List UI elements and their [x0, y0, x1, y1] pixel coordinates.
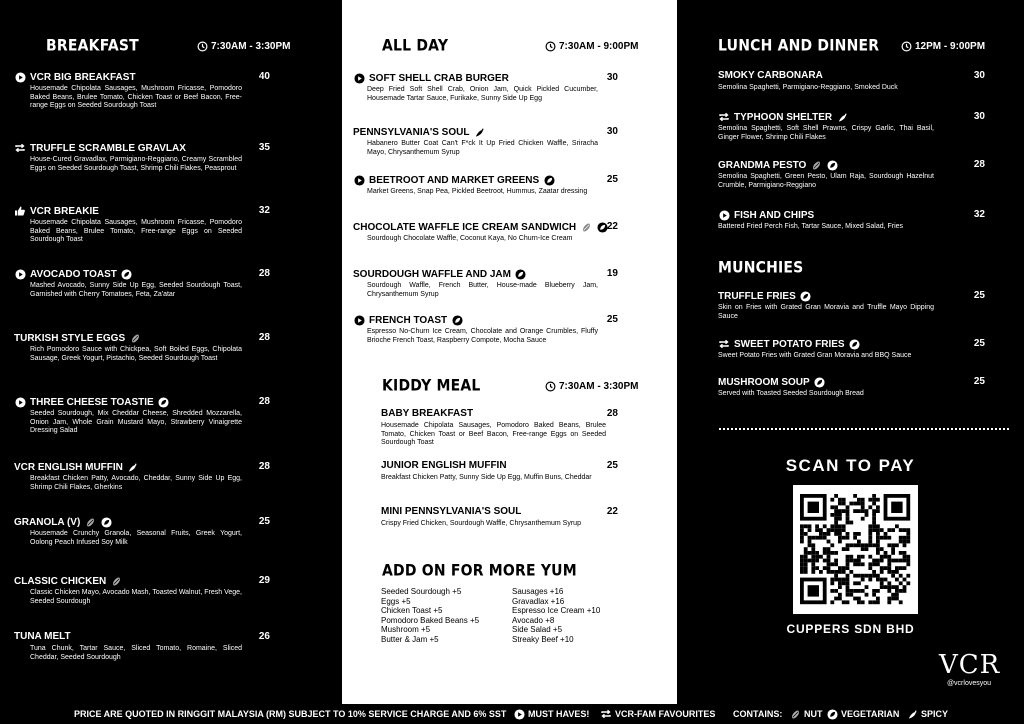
menu-item-name-row [353, 126, 485, 138]
menu-item-price: 28 [606, 408, 618, 419]
nut-icon [84, 516, 96, 528]
legend-vegetarian [826, 708, 899, 720]
divider [719, 428, 1009, 430]
menu-item-name: TUNA MELT [14, 631, 71, 642]
legend-favourites [600, 708, 715, 720]
vegetarian-icon [826, 159, 838, 171]
clock-icon [544, 380, 556, 392]
menu-item-name-row [718, 159, 838, 171]
menu-item-name: SMOKY CARBONARA [718, 70, 823, 81]
spicy-icon [836, 111, 848, 123]
legend-contains: CONTAINS: [733, 709, 783, 719]
vegetarian-icon [121, 268, 133, 280]
kiddy-meal-title: KIDDY MEAL [382, 376, 481, 396]
menu-item-description: Tuna Chunk, Tartar Sauce, Sliced Tomato, Romaine, Sliced Cheddar, Seeded Sourdough [30, 645, 242, 661]
menu-item-description: Sourdough Waffle, French Butter, House-made Blueberry Jam, Chrysanthemum Syrup [367, 282, 598, 298]
vegetarian-icon [826, 708, 838, 720]
menu-item-name: AVOCADO TOAST [30, 268, 117, 280]
nut-icon [810, 159, 822, 171]
vegetarian-icon [100, 516, 112, 528]
menu-item-name: TRUFFLE FRIES [718, 290, 796, 302]
favourite-icon [14, 142, 26, 154]
vegetarian-icon [849, 338, 861, 350]
menu-item-price: 25 [258, 516, 270, 527]
must-have-icon [14, 396, 26, 408]
clock-icon [900, 40, 912, 52]
menu-item-name: SWEET POTATO FRIES [734, 338, 845, 350]
menu-item-name-row [14, 71, 136, 83]
all-day-column [342, 0, 677, 704]
menu-item-description: Housemade Chipolata Sausages, Pomodoro Baked Beans, Brulee Tomato, Chicken Toast or Beef Bacon, Free-range Eggs on Seeded Sourdough Toast [381, 422, 606, 447]
addon-list-left [381, 587, 479, 645]
lunch-dinner-column [677, 0, 1024, 704]
company-name: CUPPERS SDN BHD [786, 622, 915, 636]
favourite-icon [718, 338, 730, 350]
menu-item-price: 32 [258, 205, 270, 216]
menu-item-name-row [381, 460, 507, 471]
menu-item-price: 30 [973, 111, 985, 122]
qr-code[interactable] [793, 485, 918, 614]
menu-item-price: 22 [606, 221, 618, 232]
legend-must-haves [513, 708, 589, 720]
menu-item-name: JUNIOR ENGLISH MUFFIN [381, 460, 507, 471]
kiddy-meal-hours [544, 380, 638, 392]
menu-item-description: Seeded Sourdough, Mix Cheddar Cheese, Shredded Mozzarella, Onion Jam, Whole Grain Mustard Mayo, Strawberry Vinaigrette Dressing Salad [30, 410, 242, 435]
must-have-icon [353, 72, 365, 84]
addon-item: Pomodoro Baked Beans +5 [381, 615, 480, 625]
menu-item-name: MINI PENNSYLVANIA'S SOUL [381, 506, 522, 517]
menu-item-description: Housemade Chipolata Sausages, Mushroom Fricasse, Pomodoro Baked Beans, Brulee Tomato, Chicken Toast or Beef Bacon, Free-range Eggs on Seeded Sourdough Toast [30, 85, 242, 110]
menu-item-price: 28 [258, 268, 270, 279]
legend-veg-text: VEGETARIAN [841, 709, 900, 719]
must-have-icon [353, 174, 365, 186]
menu-item-name: MUSHROOM SOUP [718, 376, 810, 388]
menu-item-price: 25 [973, 338, 985, 349]
must-have-icon [353, 314, 365, 326]
vegetarian-icon [451, 314, 463, 326]
addon-item: Side Salad +5 [512, 625, 563, 635]
menu-item-description: Served with Toasted Seeded Sourdough Bread [718, 390, 864, 397]
menu-item-description: Housemade Crunchy Granola, Seasonal Fruits, Greek Yogurt, Oolong Peach Infused Soy Milk [30, 530, 242, 546]
addon-item: Streaky Beef +10 [512, 634, 574, 644]
favourite-icon [718, 111, 730, 123]
addon-item: Espresso Ice Cream +10 [512, 606, 601, 616]
menu-item-description: Crispy Fried Chicken, Sourdough Waffle, Chrysanthemum Syrup [381, 520, 581, 527]
menu-item-price: 32 [973, 209, 985, 220]
menu-item-name-row [14, 142, 186, 154]
menu-item-name: FRENCH TOAST [369, 314, 448, 326]
addon-item: Avocado +8 [512, 615, 555, 625]
footer [0, 704, 1024, 724]
nut-icon [580, 221, 592, 233]
menu-item-price: 19 [606, 268, 618, 279]
menu-item-description: Habanero Butter Coat Can't F*ck It Up Fried Chicken Waffle, Sriracha Mayo, Chrysanthemum Syrup [367, 140, 598, 156]
legend-spicy [906, 708, 948, 720]
footer-price-note: PRICE ARE QUOTED IN RINGGIT MALAYSIA (RM) SUBJECT TO 10% SERVICE CHARGE AND 6% SST [74, 709, 507, 719]
must-have-icon [718, 209, 730, 221]
legend-must-text: MUST HAVES! [528, 709, 590, 719]
menu-item-description: Semolina Spaghetti, Parmigiano-Reggiano, Smoked Duck [718, 84, 898, 91]
menu-item-price: 28 [973, 159, 985, 170]
menu-item-name-row [353, 174, 555, 186]
menu-item-description: Semolina Spaghetti, Green Pesto, Ulam Raja, Sourdough Hazelnut Crumble, Parmigiano-Reggiano [718, 173, 934, 189]
menu-item-price: 29 [258, 575, 270, 586]
menu-item-description: Classic Chicken Mayo, Avocado Mash, Toasted Walnut, Fresh Vege, Seeded Sourdough [30, 589, 242, 605]
menu-item-description: Sweet Potato Fries with Grated Gran Moravia and BBQ Sauce [718, 352, 912, 359]
vegetarian-icon [800, 290, 812, 302]
vegetarian-icon [515, 268, 527, 280]
lunch-dinner-hours-text: 12PM - 9:00PM [915, 40, 986, 52]
must-have-icon [513, 708, 525, 720]
addon-list-right [512, 587, 600, 645]
menu-item-price: 28 [258, 332, 270, 343]
thumbs-up-icon [14, 205, 26, 217]
menu-item-price: 25 [606, 174, 618, 185]
all-day-title: ALL DAY [382, 36, 449, 56]
menu-item-name: SOURDOUGH WAFFLE AND JAM [353, 268, 511, 280]
menu-item-description: Breakfast Chicken Patty, Sunny Side Up Egg, Muffin Buns, Cheddar [381, 474, 592, 481]
vcr-logo [939, 650, 999, 687]
addon-item: Eggs +5 [381, 596, 411, 606]
menu-item-price: 35 [258, 142, 270, 153]
menu-item-price: 25 [606, 314, 618, 325]
menu-item-description: House-Cured Gravadlax, Parmigiano-Reggiano, Creamy Scrambled Eggs on Seeded Sourdough Toast, Shrimp Chili Flakes, Peasprout [30, 156, 242, 172]
addon-item: Seeded Sourdough +5 [381, 587, 462, 596]
menu-item-name-row [353, 268, 527, 280]
menu-item-description: Market Greens, Snap Pea, Pickled Beetroot, Hummus, Zaatar dressing [367, 188, 588, 195]
munchies-title: MUNCHIES [718, 258, 804, 278]
menu-item-price: 30 [973, 70, 985, 81]
menu-item-name-row [353, 221, 608, 233]
clock-icon [196, 40, 208, 52]
spicy-icon [473, 126, 485, 138]
logo-text: VCR [939, 650, 1001, 680]
menu-item-price: 30 [606, 72, 618, 83]
menu-item-name-row [381, 506, 521, 517]
menu-item-price: 26 [258, 631, 270, 642]
all-day-hours-text: 7:30AM - 9:00PM [559, 40, 639, 52]
menu-item-name-row [14, 516, 112, 528]
social-handle: @vcrlovesyou [946, 680, 992, 687]
menu-item-name-row [14, 396, 170, 408]
menu-item-name: VCR ENGLISH MUFFIN [14, 461, 123, 473]
menu-item-name-row [14, 205, 99, 217]
legend-fav-text: VCR-FAM FAVOURITES [615, 709, 716, 719]
nut-icon [129, 332, 141, 344]
scan-to-pay-label: SCAN TO PAY [785, 456, 916, 475]
menu-item-price: 28 [258, 461, 270, 472]
menu-item-name-row [14, 268, 133, 280]
menu-item-name: VCR BREAKIE [30, 205, 99, 217]
legend-spicy-text: SPICY [921, 709, 949, 719]
menu-item-price: 25 [606, 460, 618, 471]
clock-icon [544, 40, 556, 52]
menu-item-name-row [14, 461, 139, 473]
menu-item-description: Espresso No-Churn Ice Cream, Chocolate and Orange Crumbles, Fluffy Brioche French Toast, Raspberry Compote, Mocha Sauce [367, 328, 598, 344]
addon-item: Sausages +16 [512, 587, 564, 596]
menu-item-name: TURKISH STYLE EGGS [14, 332, 126, 344]
breakfast-hours [196, 40, 290, 52]
lunch-dinner-title: LUNCH AND DINNER [718, 36, 880, 56]
vegetarian-icon [814, 376, 826, 388]
menu-item-name-row [381, 408, 473, 419]
menu-item-description: Rich Pomodoro Sauce with Chickpea, Soft Boiled Eggs, Chipolata Sausage, Greek Yogurt, Pistachio, Seeded Sourdough Toast [30, 346, 242, 362]
menu-item-name-row [718, 70, 823, 81]
must-have-icon [14, 268, 26, 280]
spicy-icon [127, 461, 139, 473]
spicy-icon [906, 708, 918, 720]
menu-item-name: FISH AND CHIPS [734, 209, 815, 221]
lunch-dinner-hours [900, 40, 985, 52]
must-have-icon [14, 71, 26, 83]
addon-item: Mushroom +5 [381, 625, 431, 635]
menu-item-name-row [718, 290, 812, 302]
addon-item: Butter & Jam +5 [381, 634, 439, 644]
kiddy-meal-hours-text: 7:30AM - 3:30PM [559, 380, 639, 392]
favourite-icon [600, 708, 612, 720]
vegetarian-icon [158, 396, 170, 408]
nut-icon [789, 708, 801, 720]
breakfast-hours-text: 7:30AM - 3:30PM [211, 40, 291, 52]
menu-item-description: Sourdough Chocolate Waffle, Coconut Kaya, No Churn-Ice Cream [367, 235, 573, 242]
menu-item-name-row [14, 332, 141, 344]
menu-item-name-row [718, 376, 826, 388]
menu-item-name: THREE CHEESE TOASTIE [30, 396, 154, 408]
menu-item-name: BABY BREAKFAST [381, 408, 474, 419]
menu-item-name-row [353, 314, 463, 326]
legend-nut [789, 708, 823, 720]
all-day-hours [544, 40, 638, 52]
breakfast-column [0, 0, 342, 704]
menu-item-description: Skin on Fries with Grated Gran Moravia and Truffle Mayo Dipping Sauce [718, 304, 934, 320]
menu-item-description: Mashed Avocado, Sunny Side Up Egg, Seeded Sourdough Toast, Garnished with Cherry Tomatoes, Feta, Za'atar [30, 282, 242, 298]
menu-item-description: Semolina Spaghetti, Soft Shell Prawns, Crispy Garlic, Thai Basil, Ginger Flower, Shrimp Chili Flakes [718, 125, 934, 141]
menu-item-price: 25 [973, 290, 985, 301]
menu-item-description: Deep Fried Soft Shell Crab, Onion Jam, Quick Pickled Cucumber, Housemade Tartar Sauce, Furikake, Sunny Side Up Egg [367, 86, 598, 102]
menu-item-name-row [353, 72, 509, 84]
menu-item-name: CHOCOLATE WAFFLE ICE CREAM SANDWICH [353, 221, 577, 233]
menu-item-description: Battered Fried Perch Fish, Tartar Sauce, Mixed Salad, Fries [718, 223, 904, 230]
menu-item-price: 28 [258, 396, 270, 407]
menu-item-name: CLASSIC CHICKEN [14, 575, 107, 587]
menu-item-price: 22 [606, 506, 618, 517]
menu-item-description: Housemade Chipolata Sausages, Mushroom Fricasse, Pomodoro Baked Beans, Brulee Tomato, Free-range Eggs on Seeded Sourdough Toast [30, 219, 242, 244]
menu-item-name: GRANOLA (V) [14, 516, 81, 528]
menu-item-name: PENNSYLVANIA'S SOUL [353, 126, 470, 138]
vegetarian-icon [543, 174, 555, 186]
menu-item-name-row [718, 209, 814, 221]
addon-item: Gravadlax +16 [512, 596, 565, 606]
addon-item: Chicken Toast +5 [381, 606, 443, 616]
menu-item-name: TRUFFLE SCRAMBLE GRAVLAX [30, 142, 186, 154]
menu-item-description: Breakfast Chicken Patty, Avocado, Cheddar, Sunny Side Up Egg, Shrimp Chili Flakes, Gherkins [30, 475, 242, 491]
nut-icon [110, 575, 122, 587]
menu-item-price: 25 [973, 376, 985, 387]
menu-item-name: SOFT SHELL CRAB BURGER [369, 72, 509, 84]
legend-nut-text: NUT [804, 709, 823, 719]
menu-item-name: BEETROOT AND MARKET GREENS [369, 174, 540, 186]
menu-item-name: GRANDMA PESTO [718, 159, 807, 171]
menu-item-name-row [718, 338, 861, 350]
menu-item-name-row [718, 111, 848, 123]
menu-item-name: TYPHOON SHELTER [734, 111, 833, 123]
menu-item-name-row [14, 631, 71, 642]
menu-item-name: VCR BIG BREAKFAST [30, 71, 136, 83]
breakfast-title: BREAKFAST [46, 36, 139, 56]
menu-item-price: 40 [258, 71, 270, 82]
addon-title: ADD ON FOR MORE YUM [382, 561, 577, 581]
menu-item-price: 30 [606, 126, 618, 137]
menu-item-name-row [14, 575, 122, 587]
